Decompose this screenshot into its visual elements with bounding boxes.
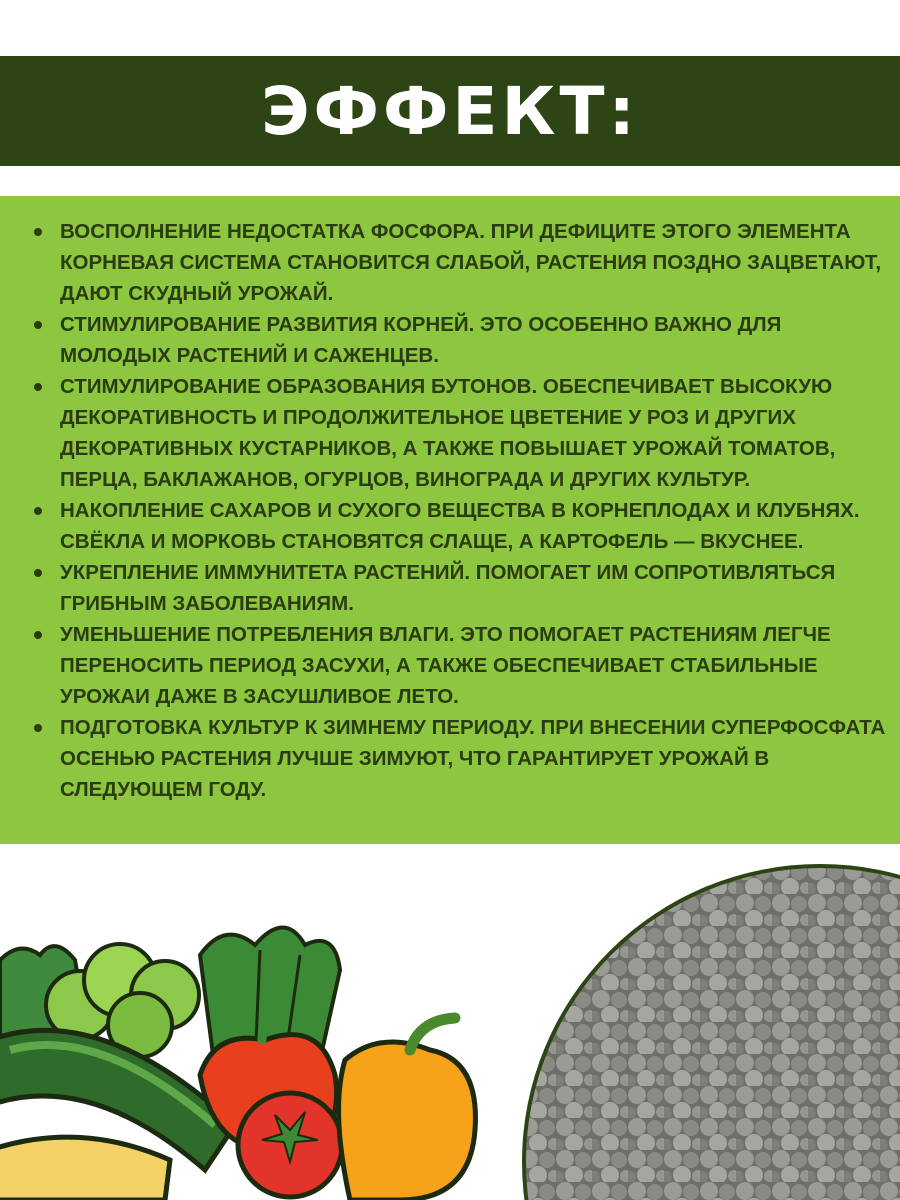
tomato-icon (238, 1093, 342, 1197)
parsnip-icon (0, 1137, 170, 1200)
list-item: ВОСПОЛНЕНИЕ НЕДОСТАТКА ФОСФОРА. ПРИ ДЕФИЦИТЕ ЭТОГО ЭЛЕМЕНТА КОРНЕВАЯ СИСТЕМА СТАНОВИТСЯ СЛАБОЙ, РАСТЕНИЯ ПОЗДНО ЗАЦВЕТАЮТ, ДАЮТ СКУДНЫЙ УРОЖАЙ. (30, 216, 900, 309)
list-item: УМЕНЬШЕНИЕ ПОТРЕБЛЕНИЯ ВЛАГИ. ЭТО ПОМОГАЕТ РАСТЕНИЯМ ЛЕГЧЕ ПЕРЕНОСИТЬ ПЕРИОД ЗАСУХИ, А ТАКЖЕ ОБЕСПЕЧИВАЕТ СТАБИЛЬНЫЕ УРОЖАИ ДАЖЕ В ЗАСУШЛИВОЕ ЛЕТО. (30, 619, 900, 712)
list-item: ПОДГОТОВКА КУЛЬТУР К ЗИМНЕМУ ПЕРИОДУ. ПРИ ВНЕСЕНИИ СУПЕРФОСФАТА ОСЕНЬЮ РАСТЕНИЯ ЛУЧШЕ ЗИМУЮТ, ЧТО ГАРАНТИРУЕТ УРОЖАЙ В СЛЕДУЮЩЕМ ГОДУ. (30, 712, 900, 805)
granules-photo (520, 862, 900, 1200)
header-banner (0, 56, 900, 166)
orange-pepper-icon (339, 1018, 476, 1200)
page-title: ЭФФЕКТ: (261, 72, 639, 150)
list-item: УКРЕПЛЕНИЕ ИММУНИТЕТА РАСТЕНИЙ. ПОМОГАЕТ ИМ СОПРОТИВЛЯТЬСЯ ГРИБНЫМ ЗАБОЛЕВАНИЯМ. (30, 557, 900, 619)
vegetables-illustration (0, 900, 500, 1200)
benefits-list (30, 216, 900, 805)
list-item: СТИМУЛИРОВАНИЕ ОБРАЗОВАНИЯ БУТОНОВ. ОБЕСПЕЧИВАЕТ ВЫСОКУЮ ДЕКОРАТИВНОСТЬ И ПРОДОЛЖИТЕЛЬНОЕ ЦВЕТЕНИЕ У РОЗ И ДРУГИХ ДЕКОРАТИВНЫХ КУСТАРНИКОВ, А ТАКЖЕ ПОВЫШАЕТ УРОЖАЙ ТОМАТОВ, ПЕРЦА, БАКЛАЖАНОВ, ОГУРЦОВ, ВИНОГРАДА И ДРУГИХ КУЛЬТУР. (30, 371, 900, 495)
benefits-panel (0, 196, 900, 844)
list-item: СТИМУЛИРОВАНИЕ РАЗВИТИЯ КОРНЕЙ. ЭТО ОСОБЕННО ВАЖНО ДЛЯ МОЛОДЫХ РАСТЕНИЙ И САЖЕНЦЕВ. (30, 309, 900, 371)
list-item: НАКОПЛЕНИЕ САХАРОВ И СУХОГО ВЕЩЕСТВА В КОРНЕПЛОДАХ И КЛУБНЯХ. СВЁКЛА И МОРКОВЬ СТАНОВЯТСЯ СЛАЩЕ, А КАРТОФЕЛЬ — ВКУСНЕЕ. (30, 495, 900, 557)
